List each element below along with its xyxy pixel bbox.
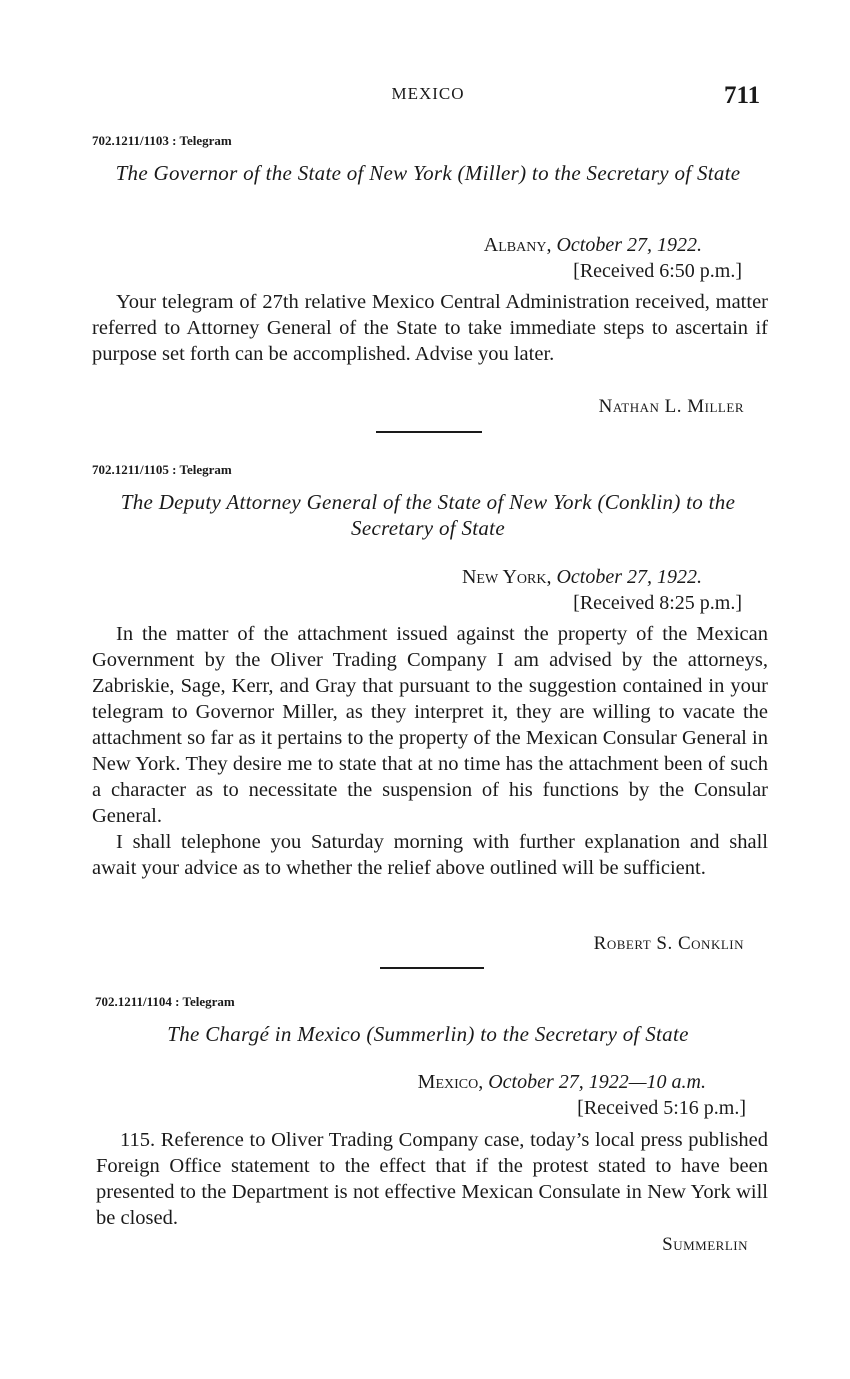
dateline-date: October 27, 1922. bbox=[556, 234, 702, 256]
telegram-body bbox=[96, 1127, 768, 1231]
dateline-date: October 27, 1922—10 a.m. bbox=[488, 1071, 706, 1093]
page-number: 711 bbox=[724, 82, 761, 109]
dateline bbox=[418, 1070, 706, 1094]
document-heading: The Governor of the State of New York (Miller) to the Secretary of State bbox=[115, 161, 741, 185]
body-paragraph: I shall telephone you Saturday morning with further explanation and shall await your advice as to whether the relief above outlined will be sufficient. bbox=[92, 831, 768, 879]
body-paragraph: 115. Reference to Oliver Trading Company case, today’s local press published Foreign Office statement to the effect that if the protest stated to have been presented to the Department is not effective Mexican Consulate in New York will be closed. bbox=[96, 1129, 768, 1229]
dateline-date: October 27, 1922. bbox=[556, 566, 702, 588]
signature: Nathan L. Miller bbox=[598, 396, 744, 417]
section-divider bbox=[376, 431, 482, 433]
received-time: [Received 5:16 p.m.] bbox=[577, 1097, 746, 1119]
dateline bbox=[462, 565, 702, 589]
received-time: [Received 6:50 p.m.] bbox=[573, 260, 742, 282]
telegram-body bbox=[92, 621, 768, 881]
file-reference: 702.1211/1104 : Telegram bbox=[95, 994, 235, 1009]
document-heading: The Chargé in Mexico (Summerlin) to the Secretary of State bbox=[167, 1022, 689, 1046]
file-reference: 702.1211/1103 : Telegram bbox=[92, 133, 232, 148]
telegram-body bbox=[92, 289, 768, 367]
body-paragraph: Your telegram of 27th relative Mexico Central Administration received, matter referred to Attorney General of the State to take immediate steps to ascertain if purpose set forth can be accomplished. Advise you later. bbox=[92, 291, 768, 365]
signature: Summerlin bbox=[662, 1234, 748, 1255]
running-head: MEXICO bbox=[391, 84, 465, 103]
body-paragraph: In the matter of the attachment issued against the property of the Mexican Government by the Oliver Trading Company I am advised by the attorneys, Zabriskie, Sage, Kerr, and Gray that pursuant to the suggestion contained in your telegram to Governor Miller, as they interpret it, they are willing to vacate the attachment so far as it pertains to the property of the Mexican Consular General in New York. They desire me to state that at no time has the attachment been of such a character as to necessitate the suspension of his functions by the Consular General. bbox=[92, 623, 768, 827]
dateline-place: Albany, bbox=[483, 234, 552, 256]
received-time: [Received 8:25 p.m.] bbox=[573, 592, 742, 614]
dateline bbox=[484, 233, 702, 257]
dateline-place: New York, bbox=[461, 566, 552, 588]
document-heading: The Deputy Attorney General of the State of New York (Conklin) to the Secretary of State bbox=[120, 490, 736, 540]
file-reference: 702.1211/1105 : Telegram bbox=[92, 462, 232, 477]
signature: Robert S. Conklin bbox=[593, 933, 744, 954]
dateline-place: Mexico, bbox=[417, 1071, 484, 1093]
section-divider bbox=[380, 967, 484, 969]
